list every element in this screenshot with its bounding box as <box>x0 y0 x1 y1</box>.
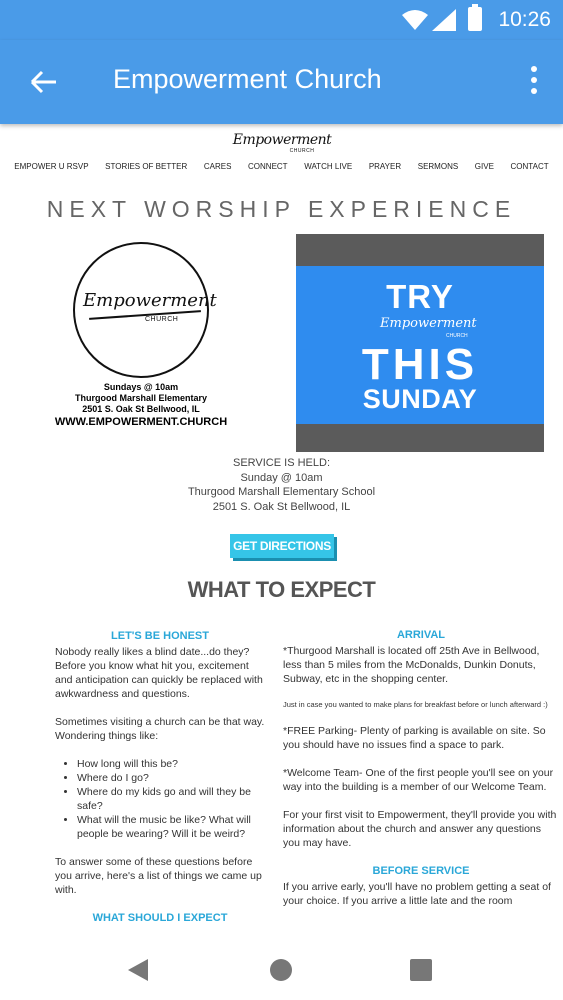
nav-item-stories-of-better[interactable]: STORIES OF BETTER <box>105 162 188 171</box>
app-bar <box>0 40 563 124</box>
more-options-icon[interactable] <box>529 66 539 98</box>
nav-item-sermons[interactable]: SERMONS <box>417 162 459 171</box>
page-headline: NEXT WORSHIP EXPERIENCE <box>46 196 517 222</box>
nav-item-give[interactable]: GIVE <box>474 162 494 171</box>
site-logo[interactable]: Empowerment CHURCH <box>232 132 332 154</box>
nav-item-connect[interactable]: CONNECT <box>248 162 288 171</box>
system-nav-bar <box>0 940 563 1000</box>
battery-icon <box>468 7 482 31</box>
nav-recents-icon[interactable] <box>410 959 432 981</box>
status-bar <box>0 0 563 40</box>
nav-back-icon[interactable] <box>128 959 148 981</box>
questions-list <box>77 757 265 841</box>
service-details: SERVICE IS HELD: Sunday @ 10am Thurgood Marshall Elementary School 2501 S. Oak St Bellwood, IL <box>187 457 376 513</box>
nav-item-contact[interactable]: CONTACT <box>510 162 549 171</box>
get-directions-button[interactable]: GET DIRECTIONS <box>230 534 334 558</box>
status-time: 10:26 <box>498 8 551 31</box>
app-title: Empowerment Church <box>113 64 382 94</box>
wifi-icon <box>402 9 428 31</box>
nav-home-icon[interactable] <box>270 959 292 981</box>
what-to-expect-heading: WHAT TO EXPECT <box>187 577 376 602</box>
nav-item-watch-live[interactable]: WATCH LIVE <box>304 162 353 171</box>
service-info-card: Sundays @ 10am Thurgood Marshall Elementary 2501 S. Oak St Bellwood, IL WWW.EMPOWERMENT.CHURCH <box>40 382 242 428</box>
lets-be-honest-column: LET'S BE HONEST Nobody really likes a blind date...do they? Before you know what hit you, excitement and anticipation can quickly be replaced with awkwardness and questions. Sometimes visiting a church can be that way. Wondering things like: • How long will this be? • Where do I go? • Where do my kids go and will they be safe? • What will the music be like? What will people be wearing? Will it be weird? To answer some of these questions before you arrive, here's a list of things we came up with. WHAT SHOULD I EXPECT <box>55 629 265 927</box>
signal-icon <box>432 9 456 31</box>
nav-item-cares[interactable]: CARES <box>203 162 232 171</box>
list-item: • Where do I go? <box>77 771 265 785</box>
website-url: WWW.EMPOWERMENT.CHURCH <box>54 416 228 428</box>
list-item: • Where do my kids go and will they be safe? <box>77 785 265 813</box>
back-arrow-icon[interactable] <box>28 66 60 98</box>
list-item: • What will the music be like? What will people be wearing? Will it be weird? <box>77 813 265 841</box>
nav-item-empower-u-rsvp[interactable]: EMPOWER U RSVP <box>14 162 89 171</box>
web-content <box>0 124 563 940</box>
circle-logo: Empowerment CHURCH <box>73 242 209 378</box>
nav-item-prayer[interactable]: PRAYER <box>368 162 402 171</box>
promo-banner: TRY Empowerment CHURCH THIS SUNDAY <box>296 234 544 452</box>
list-item: • How long will this be? <box>77 757 265 771</box>
arrival-column: ARRIVAL *Thurgood Marshall is located off 25th Ave in Bellwood, less than 5 miles from the McDonalds, Dunkin Donuts, Subway, etc in the shopping center. Just in case you wanted to make plans for breakfast before or lunch afterward :) *FREE Parking- Plenty of parking is available on site. So you should have no issues find a space to park. *Welcome Team- One of the first people you'll see on your way into the building is a member of our Welcome Team. For your first visit to Empowerment, they'll provide you with information about the church and answer any questions you may have. BEFORE SERVICE If you arrive early, you'll have no problem getting a seat of your choice. If you arrive a little late and the room <box>283 629 557 907</box>
site-nav <box>0 162 563 176</box>
